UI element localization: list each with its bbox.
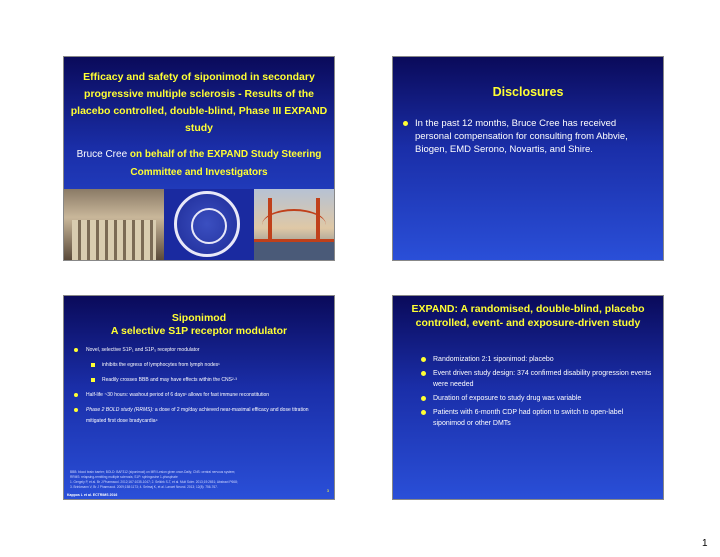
slide-number: 3 — [326, 488, 329, 493]
sub-bullet-icon — [91, 378, 95, 382]
author-line — [74, 146, 324, 182]
list-item: Half-life ~30 hours: washout period of 6 days¹ allows for fast immune reconstitution — [74, 390, 326, 401]
list-item: Event driven study design: 374 confirmed disability progression events were needed — [421, 368, 653, 390]
slide-heading: EXPAND: A randomised, double-blind, placebo controlled, event- and exposure-driven study — [411, 303, 645, 329]
page-number: 1 — [702, 538, 708, 549]
bullet-icon — [421, 410, 426, 415]
bullet-icon — [74, 408, 78, 412]
sub-list-item: inhibits the egress of lymphocytes from lymph nodes¹ — [74, 360, 326, 371]
bullet-icon — [421, 396, 426, 401]
presentation-title: Efficacy and safety of siponimod in secondary progressive multiple sclerosis - Results of the placebo controlled, double-blind, Phase III EXPAND study — [70, 71, 328, 134]
bullet-icon — [74, 348, 78, 352]
golden-gate-bridge-photo — [254, 189, 334, 260]
list-item: Novel, selective S1P₁ and S1P₅ receptor modulator — [74, 345, 326, 356]
slide-title — [64, 57, 334, 260]
references: BBB: blood brain barrier; BOLD: BAF312 (siponimod) on MRI Lesion given once-Daily; CNS: central nervous system; RRMS: relapsing-remitting multiple sclerosis; S1P: sphingosine 1-phosphate 1. Gergely P, et al. Br J Pharmacol. 2012;167:1035-1047; 2. Selkirk S-T, et al. Mult Scler. 2013;19:2651; Abstract P668; 3. Brinkmann V, Br J Pharmacol. 2009;158:1173; 4. Selmaj K, et al. Lancet Neurol. 2013; 12(8): 756-767. — [70, 470, 238, 489]
bullet-list — [403, 117, 653, 156]
photo-strip — [64, 189, 334, 260]
list-item: Randomization 2:1 siponimod: placebo — [421, 354, 653, 365]
sub-list-item: Readily crosses BBB and may have effects within the CNS²·³ — [74, 375, 326, 386]
campus-building-photo — [64, 189, 164, 260]
list-item: In the past 12 months, Bruce Cree has received personal compensation for consulting from Abbvie, Biogen, EMD Serono, Novartis, and Shire. — [403, 117, 653, 156]
slide-disclosures — [393, 57, 663, 260]
slide-siponimod — [64, 296, 334, 499]
bullet-list — [74, 345, 326, 431]
list-item: Phase 2 BOLD study (RRMS): a dose of 2 mg/day achieved near-maximal efficacy and dose titration mitigated first dose bradycardia⁴ — [74, 405, 326, 427]
citation: Kappos L et al. ECTRIMS 2016 — [67, 493, 118, 497]
list-item: Duration of exposure to study drug was variable — [421, 393, 653, 404]
list-item: Patients with 6-month CDP had option to switch to open-label siponimod or other DMTs — [421, 407, 653, 429]
author-name: Bruce Cree — [76, 149, 128, 160]
bullet-icon — [421, 357, 426, 362]
university-seal-logo — [164, 189, 254, 260]
bullet-icon — [403, 121, 408, 126]
bullet-icon — [421, 371, 426, 376]
slide-heading: Siponimod A selective S1P receptor modulator — [110, 312, 288, 337]
slide-heading: Disclosures — [492, 85, 564, 99]
bullet-list — [421, 354, 653, 432]
sub-bullet-icon — [91, 363, 95, 367]
bullet-icon — [74, 393, 78, 397]
author-affiliation: on behalf of the EXPAND Study Steering Committee and Investigators — [127, 149, 322, 178]
slide-expand-design — [393, 296, 663, 499]
